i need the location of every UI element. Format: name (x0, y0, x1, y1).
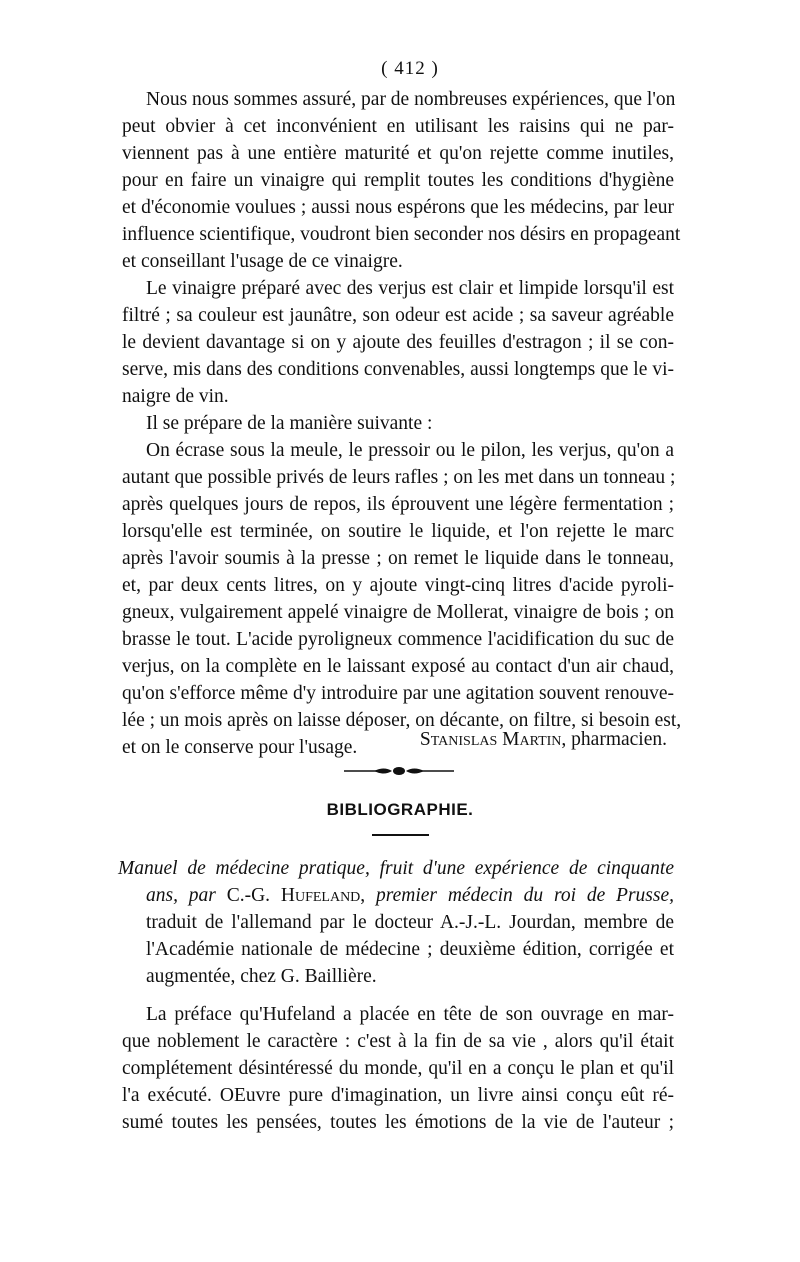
page-number: ( 412 ) (381, 58, 439, 79)
bib-line: l'Académie nationale de médecine ; deuxième édition, corrigée et (146, 939, 674, 960)
bib-author: C.-G. Hufeland, (215, 885, 376, 906)
text-line: le devient davantage si on y ajoute des feuilles d'estragon ; il se con- (122, 332, 674, 353)
bib-title-line: Manuel de médecine pratique, fruit d'une expérience de cinquante (118, 858, 674, 879)
text-line: pour en faire un vinaigre qui remplit toutes les conditions d'hygiène (122, 170, 674, 191)
divider-ornament (344, 764, 454, 778)
text-line: lorsqu'elle est terminée, on soutire le liquide, et l'on rejette le marc (122, 521, 674, 542)
bib-line: augmentée, chez G. Baillière. (146, 966, 377, 987)
text-line: On écrase sous la meule, le pressoir ou le pilon, les verjus, qu'on a (146, 440, 674, 461)
text-line: après quelques jours de repos, ils éprouvent une légère fermentation ; (122, 494, 674, 515)
text-line: brasse le tout. L'acide pyroligneux commence l'acidification du suc de (122, 629, 674, 650)
heading-rule (372, 834, 429, 836)
bib-author-title: premier médecin du roi de Prusse, (376, 885, 675, 906)
text-line: Il se prépare de la manière suivante : (146, 413, 433, 434)
text-line: gneux, vulgairement appelé vinaigre de Mollerat, vinaigre de bois ; on (122, 602, 674, 623)
text-line: serve, mis dans des conditions convenables, aussi longtemps que le vi- (122, 359, 674, 380)
bib-line: traduit de l'allemand par le docteur A.-J.-L. Jourdan, membre de (146, 912, 674, 933)
text-line: et d'économie voulues ; aussi nous espérons que les médecins, par leur (122, 197, 674, 218)
bib-author-line (146, 883, 674, 909)
text-line: influence scientifique, voudront bien seconder nos désirs en propageant (122, 224, 681, 245)
section-heading: BIBLIOGRAPHIE. (326, 800, 474, 819)
text-line: naigre de vin. (122, 386, 229, 407)
text-line: La préface qu'Hufeland a placée en tête de son ouvrage en mar- (146, 1004, 674, 1025)
text-line: autant que possible privés de leurs rafles ; on les met dans un tonneau ; (122, 467, 676, 488)
text-line: Nous nous sommes assuré, par de nombreuses expériences, que l'on (146, 89, 676, 110)
bib-by: ans, par (146, 885, 216, 906)
text-line: et conseillant l'usage de ce vinaigre. (122, 251, 403, 272)
text-line: verjus, on la complète en le laissant exposé au contact d'un air chaud, (122, 656, 674, 677)
text-line: après l'avoir soumis à la presse ; on remet le liquide dans le tonneau, (122, 548, 674, 569)
text-line: que noblement le caractère : c'est à la fin de sa vie , alors qu'il était (122, 1031, 674, 1052)
text-line: et, par deux cents litres, on y ajoute vingt-cinq litres d'acide pyroli- (122, 575, 674, 596)
text-line: l'a exécuté. OEuvre pure d'imagination, un livre ainsi conçu eût ré- (122, 1085, 674, 1106)
text-line: lée ; un mois après on laisse déposer, on décante, on filtre, si besoin est, (122, 710, 682, 731)
signature (420, 727, 667, 753)
signature-name: Stanislas Martin (419, 729, 562, 750)
text-line: viennent pas à une entière maturité et qu'on rejette comme inutiles, (122, 143, 674, 164)
text-line: et on le conserve pour l'usage. (122, 737, 358, 758)
text-line: filtré ; sa couleur est jaunâtre, son odeur est acide ; sa saveur agréable (122, 305, 674, 326)
text-line: peut obvier à cet inconvénient en utilisant les raisins qui ne par- (122, 116, 674, 137)
text-line: qu'on s'efforce même d'y introduire par une agitation souvent renouve- (122, 683, 674, 704)
text-line: sumé toutes les pensées, toutes les émotions de la vie de l'auteur ; (122, 1112, 674, 1133)
text-line: Le vinaigre préparé avec des verjus est clair et limpide lorsqu'il est (146, 278, 674, 299)
signature-suffix: , pharmacien. (561, 729, 667, 750)
text-line: complétement désintéressé du monde, qu'il en a conçu le plan et qu'il (122, 1058, 674, 1079)
